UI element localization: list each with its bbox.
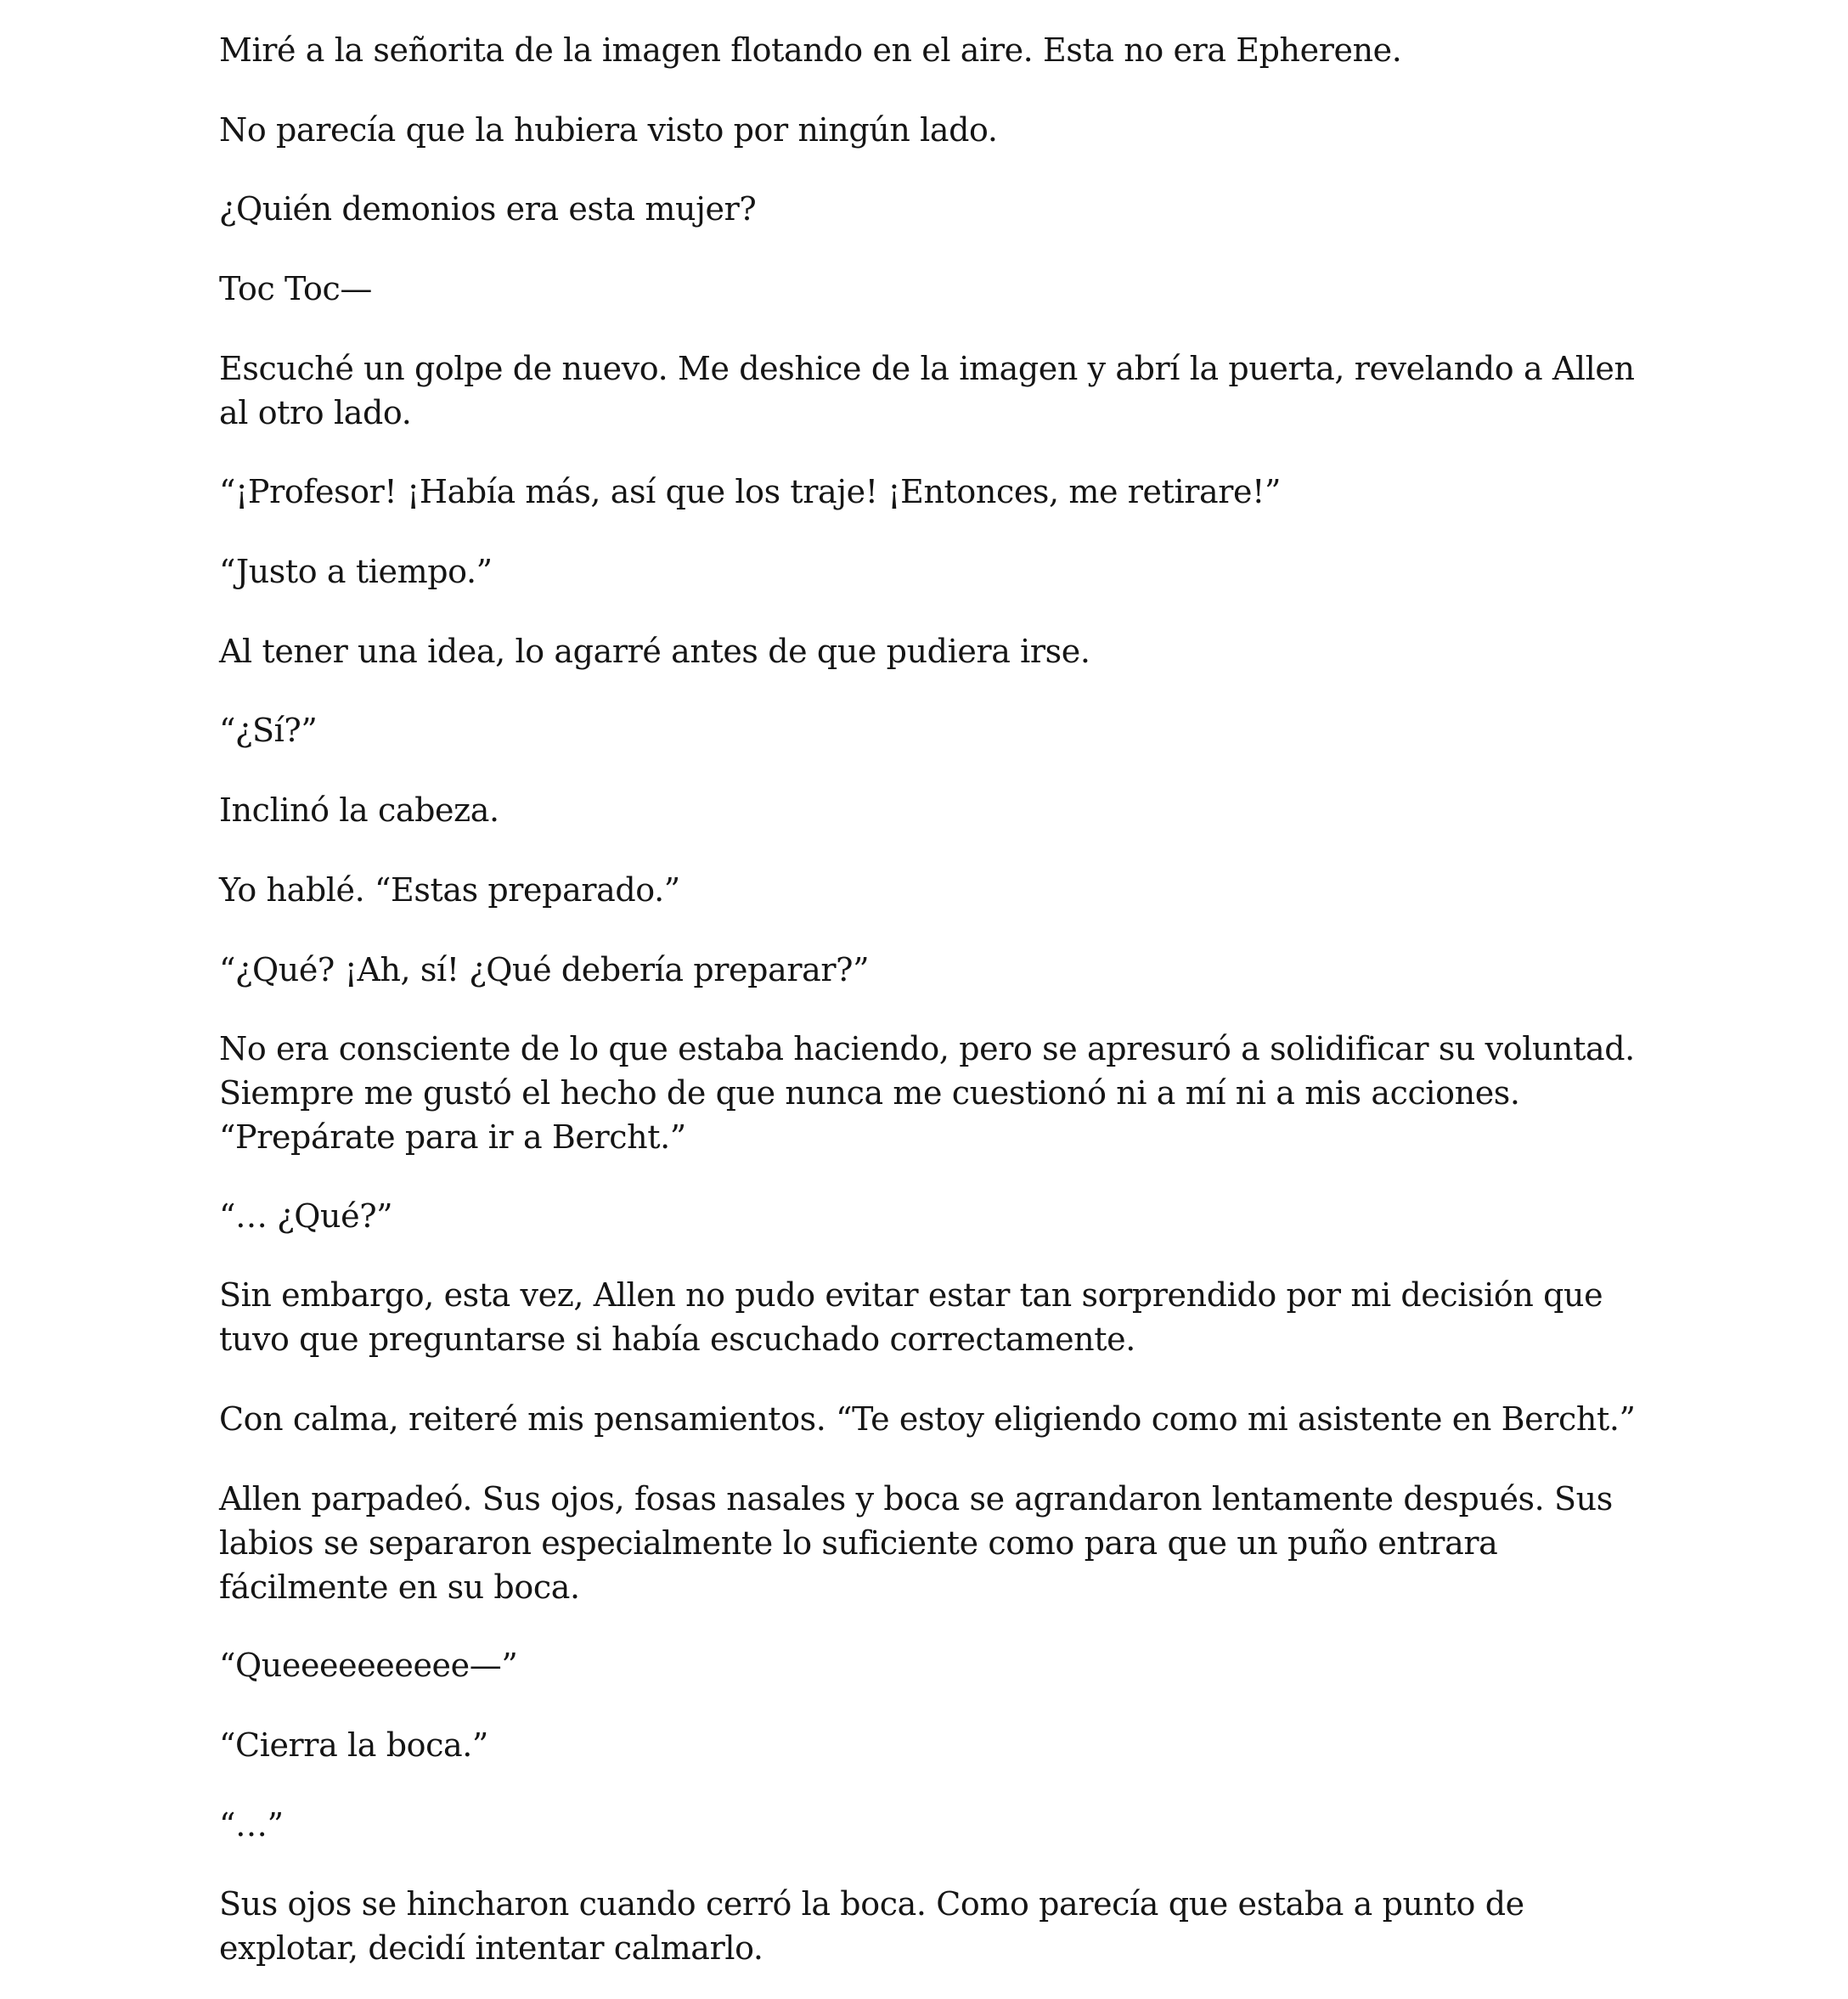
paragraph-17: Allen parpadeó. Sus ojos, fosas nasales y boca se agrandaron lentamente después. Sus labios se separaron especialmente lo suficiente como para que un puño entrara fácilmente en su boca.: [219, 1480, 1613, 1606]
paragraph-12: “¿Qué? ¡Ah, sí! ¿Qué debería preparar?”: [219, 951, 870, 988]
paragraph-14: “… ¿Qué?”: [219, 1197, 393, 1235]
paragraph-4: Toc Toc—: [219, 270, 372, 307]
paragraph-7: “Justo a tiempo.”: [219, 553, 493, 590]
paragraph-18: “Queeeeeeeeee—”: [219, 1647, 518, 1684]
paragraph-15: Sin embargo, esta vez, Allen no pudo evitar estar tan sorprendido por mi decisión que tuvo que preguntarse si había escuchado correctamente.: [219, 1276, 1603, 1358]
paragraph-19: “Cierra la boca.”: [219, 1726, 488, 1764]
paragraph-20: “…”: [219, 1806, 284, 1844]
paragraph-5: Escuché un golpe de nuevo. Me deshice de la imagen y abrí la puerta, revelando a Allen al otro lado.: [219, 350, 1635, 431]
paragraph-13: No era consciente de lo que estaba haciendo, pero se apresuró a solidificar su voluntad. Siempre me gustó el hecho de que nunca me cuestionó ni a mí ni a mis acciones. “Prepárate para ir a Bercht.”: [219, 1030, 1635, 1156]
paragraph-9: “¿Sí?”: [219, 712, 318, 749]
paragraph-10: Inclinó la cabeza.: [219, 791, 499, 829]
paragraph-21: Sus ojos se hincharon cuando cerró la boca. Como parecía que estaba a punto de explotar, decidí intentar calmarlo.: [219, 1885, 1524, 1967]
document-page: [219, 0, 1646, 1999]
paragraph-3: ¿Quién demonios era esta mujer?: [219, 190, 757, 228]
paragraph-11: Yo hablé. “Estas preparado.”: [219, 871, 680, 909]
paragraph-16: Con calma, reiteré mis pensamientos. “Te estoy eligiendo como mi asistente en Bercht.”: [219, 1400, 1636, 1438]
paragraph-2: No parecía que la hubiera visto por ningún lado.: [219, 111, 998, 149]
paragraph-6: “¡Profesor! ¡Había más, así que los traje! ¡Entonces, me retirare!”: [219, 473, 1282, 510]
paragraph-1: Miré a la señorita de la imagen flotando en el aire. Esta no era Epherene.: [219, 31, 1402, 69]
paragraph-8: Al tener una idea, lo agarré antes de que pudiera irse.: [219, 633, 1090, 670]
